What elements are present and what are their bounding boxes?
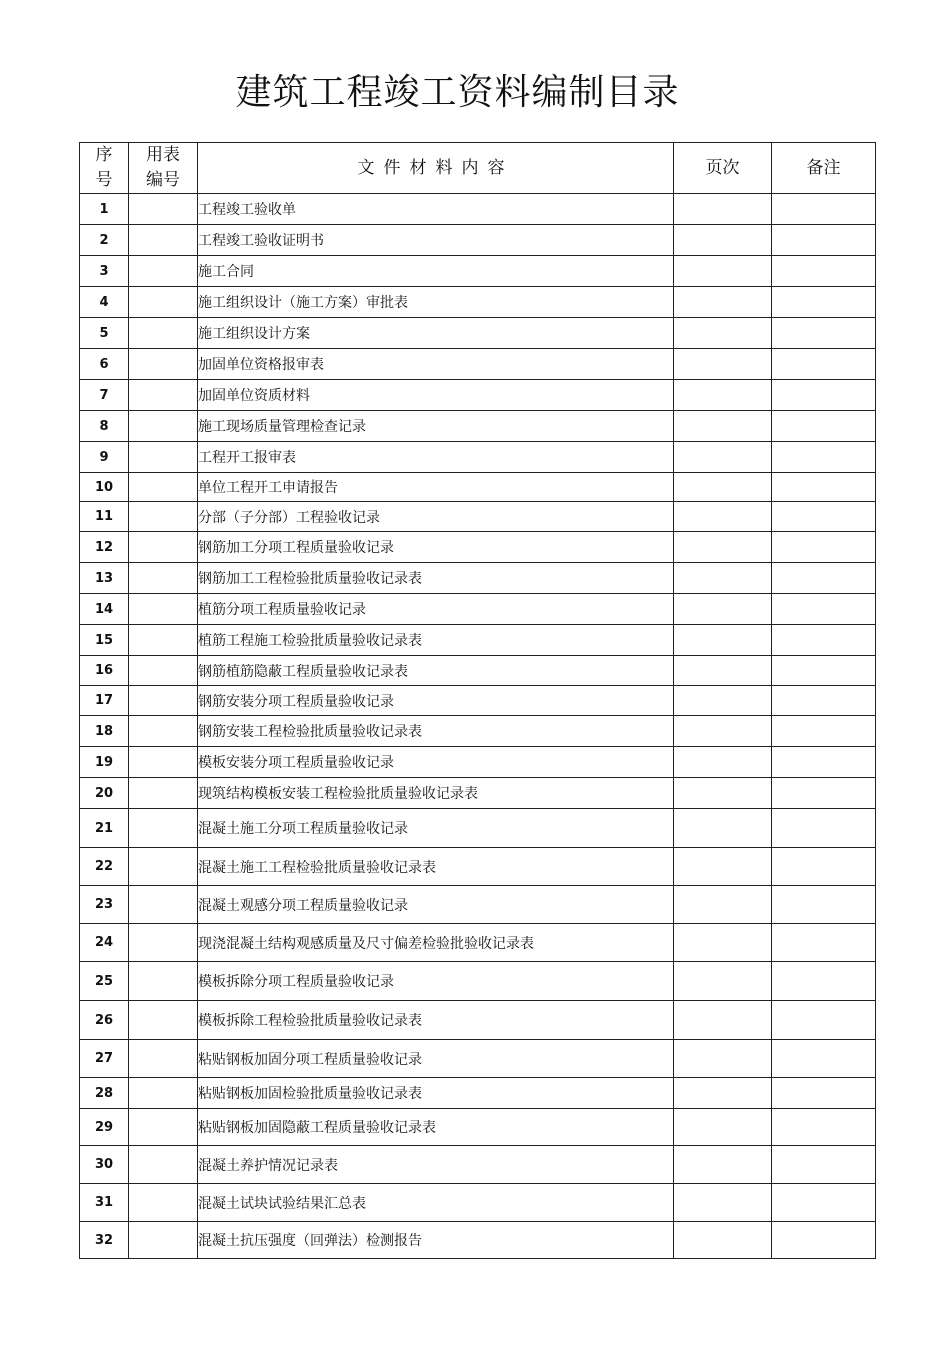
- row-content: 混凝土观感分项工程质量验收记录: [198, 886, 674, 924]
- page-cell: [674, 1109, 772, 1146]
- page-cell: [674, 962, 772, 1001]
- remark-cell: [772, 225, 876, 256]
- row-number: 11: [80, 502, 129, 532]
- form-number-cell: [129, 778, 198, 809]
- row-content: 钢筋安装分项工程质量验收记录: [198, 686, 674, 716]
- form-number-cell: [129, 380, 198, 411]
- form-number-cell: [129, 747, 198, 778]
- remark-cell: [772, 886, 876, 924]
- form-number-cell: [129, 1040, 198, 1078]
- form-number-cell: [129, 886, 198, 924]
- form-number-cell: [129, 1222, 198, 1259]
- page-cell: [674, 411, 772, 442]
- page-cell: [674, 716, 772, 747]
- page-cell: [674, 349, 772, 380]
- header-content: 文件材料内容: [198, 143, 674, 194]
- row-number: 1: [80, 194, 129, 225]
- remark-cell: [772, 349, 876, 380]
- form-number-cell: [129, 924, 198, 962]
- remark-cell: [772, 1184, 876, 1222]
- remark-cell: [772, 502, 876, 532]
- table-row: [80, 686, 876, 716]
- table-row: [80, 318, 876, 349]
- table-row: [80, 716, 876, 747]
- row-number: 8: [80, 411, 129, 442]
- table-row: [80, 625, 876, 656]
- page-cell: [674, 194, 772, 225]
- form-number-cell: [129, 502, 198, 532]
- table-row: [80, 1222, 876, 1259]
- form-number-cell: [129, 809, 198, 848]
- form-number-cell: [129, 1184, 198, 1222]
- form-number-cell: [129, 716, 198, 747]
- row-content: 粘贴钢板加固检验批质量验收记录表: [198, 1078, 674, 1109]
- row-number: 32: [80, 1222, 129, 1259]
- remark-cell: [772, 532, 876, 563]
- remark-cell: [772, 848, 876, 886]
- header-form-no: 用表编号: [129, 143, 198, 194]
- page-cell: [674, 1001, 772, 1040]
- row-content: 钢筋安装工程检验批质量验收记录表: [198, 716, 674, 747]
- row-number: 28: [80, 1078, 129, 1109]
- catalog-table: [79, 142, 876, 1259]
- remark-cell: [772, 924, 876, 962]
- row-content: 混凝土抗压强度（回弹法）检测报告: [198, 1222, 674, 1259]
- row-number: 22: [80, 848, 129, 886]
- page-cell: [674, 256, 772, 287]
- page-cell: [674, 848, 772, 886]
- row-number: 29: [80, 1109, 129, 1146]
- catalog-body: [80, 194, 876, 1259]
- remark-cell: [772, 594, 876, 625]
- table-row: [80, 287, 876, 318]
- page-cell: [674, 563, 772, 594]
- remark-cell: [772, 1001, 876, 1040]
- row-content: 施工组织设计方案: [198, 318, 674, 349]
- form-number-cell: [129, 1078, 198, 1109]
- page-cell: [674, 1222, 772, 1259]
- remark-cell: [772, 194, 876, 225]
- form-number-cell: [129, 318, 198, 349]
- table-row: [80, 256, 876, 287]
- page-cell: [674, 747, 772, 778]
- page-cell: [674, 809, 772, 848]
- row-number: 5: [80, 318, 129, 349]
- form-number-cell: [129, 473, 198, 502]
- row-number: 10: [80, 473, 129, 502]
- page-cell: [674, 656, 772, 686]
- table-row: [80, 502, 876, 532]
- table-row: [80, 349, 876, 380]
- page-cell: [674, 502, 772, 532]
- row-number: 20: [80, 778, 129, 809]
- page-cell: [674, 442, 772, 473]
- remark-cell: [772, 747, 876, 778]
- row-content: 钢筋加工分项工程质量验收记录: [198, 532, 674, 563]
- form-number-cell: [129, 1001, 198, 1040]
- row-content: 模板拆除工程检验批质量验收记录表: [198, 1001, 674, 1040]
- table-row: [80, 1001, 876, 1040]
- table-row: [80, 225, 876, 256]
- page-cell: [674, 924, 772, 962]
- remark-cell: [772, 809, 876, 848]
- row-content: 分部（子分部）工程验收记录: [198, 502, 674, 532]
- remark-cell: [772, 380, 876, 411]
- remark-cell: [772, 962, 876, 1001]
- row-content: 现浇混凝土结构观感质量及尺寸偏差检验批验收记录表: [198, 924, 674, 962]
- page-cell: [674, 1078, 772, 1109]
- remark-cell: [772, 563, 876, 594]
- row-content: 混凝土养护情况记录表: [198, 1146, 674, 1184]
- row-content: 工程竣工验收证明书: [198, 225, 674, 256]
- row-content: 混凝土施工工程检验批质量验收记录表: [198, 848, 674, 886]
- form-number-cell: [129, 594, 198, 625]
- row-content: 加固单位资质材料: [198, 380, 674, 411]
- page-cell: [674, 287, 772, 318]
- remark-cell: [772, 256, 876, 287]
- document-title: 建筑工程竣工资料编制目录: [235, 72, 680, 113]
- table-row: [80, 473, 876, 502]
- form-number-cell: [129, 532, 198, 563]
- form-number-cell: [129, 442, 198, 473]
- table-row: [80, 411, 876, 442]
- remark-cell: [772, 287, 876, 318]
- table-row: [80, 532, 876, 563]
- form-number-cell: [129, 625, 198, 656]
- row-number: 3: [80, 256, 129, 287]
- form-number-cell: [129, 194, 198, 225]
- remark-cell: [772, 656, 876, 686]
- remark-cell: [772, 778, 876, 809]
- row-content: 施工组织设计（施工方案）审批表: [198, 287, 674, 318]
- table-row: [80, 886, 876, 924]
- row-number: 6: [80, 349, 129, 380]
- row-content: 单位工程开工申请报告: [198, 473, 674, 502]
- page-cell: [674, 625, 772, 656]
- row-content: 模板安装分项工程质量验收记录: [198, 747, 674, 778]
- row-number: 18: [80, 716, 129, 747]
- table-row: [80, 962, 876, 1001]
- page-cell: [674, 473, 772, 502]
- form-number-cell: [129, 349, 198, 380]
- remark-cell: [772, 442, 876, 473]
- form-number-cell: [129, 1146, 198, 1184]
- row-number: 9: [80, 442, 129, 473]
- row-number: 16: [80, 656, 129, 686]
- remark-cell: [772, 1040, 876, 1078]
- table-row: [80, 809, 876, 848]
- page-cell: [674, 225, 772, 256]
- row-number: 25: [80, 962, 129, 1001]
- row-content: 施工合同: [198, 256, 674, 287]
- remark-cell: [772, 1146, 876, 1184]
- row-content: 混凝土试块试验结果汇总表: [198, 1184, 674, 1222]
- table-row: [80, 194, 876, 225]
- row-number: 13: [80, 563, 129, 594]
- row-number: 23: [80, 886, 129, 924]
- remark-cell: [772, 686, 876, 716]
- table-row: [80, 442, 876, 473]
- form-number-cell: [129, 563, 198, 594]
- row-number: 24: [80, 924, 129, 962]
- row-number: 26: [80, 1001, 129, 1040]
- page-cell: [674, 1146, 772, 1184]
- row-content: 混凝土施工分项工程质量验收记录: [198, 809, 674, 848]
- row-content: 钢筋加工工程检验批质量验收记录表: [198, 563, 674, 594]
- page-cell: [674, 886, 772, 924]
- table-row: [80, 594, 876, 625]
- form-number-cell: [129, 256, 198, 287]
- header-no: 序号: [80, 143, 129, 194]
- table-row: [80, 747, 876, 778]
- row-content: 现筑结构模板安装工程检验批质量验收记录表: [198, 778, 674, 809]
- table-row: [80, 563, 876, 594]
- page-cell: [674, 380, 772, 411]
- form-number-cell: [129, 686, 198, 716]
- row-content: 工程竣工验收单: [198, 194, 674, 225]
- form-number-cell: [129, 225, 198, 256]
- remark-cell: [772, 1222, 876, 1259]
- remark-cell: [772, 1109, 876, 1146]
- row-content: 粘贴钢板加固隐蔽工程质量验收记录表: [198, 1109, 674, 1146]
- remark-cell: [772, 411, 876, 442]
- row-number: 4: [80, 287, 129, 318]
- table-row: [80, 924, 876, 962]
- row-content: 加固单位资格报审表: [198, 349, 674, 380]
- row-number: 30: [80, 1146, 129, 1184]
- remark-cell: [772, 625, 876, 656]
- row-number: 12: [80, 532, 129, 563]
- remark-cell: [772, 473, 876, 502]
- form-number-cell: [129, 287, 198, 318]
- row-number: 27: [80, 1040, 129, 1078]
- row-number: 2: [80, 225, 129, 256]
- page-cell: [674, 532, 772, 563]
- table-row: [80, 778, 876, 809]
- remark-cell: [772, 318, 876, 349]
- table-row: [80, 1184, 876, 1222]
- table-row: [80, 1078, 876, 1109]
- row-number: 17: [80, 686, 129, 716]
- row-number: 21: [80, 809, 129, 848]
- row-number: 14: [80, 594, 129, 625]
- header-remark: 备注: [772, 143, 876, 194]
- page-cell: [674, 1040, 772, 1078]
- page-cell: [674, 778, 772, 809]
- page-cell: [674, 318, 772, 349]
- remark-cell: [772, 716, 876, 747]
- row-content: 工程开工报审表: [198, 442, 674, 473]
- table-row: [80, 380, 876, 411]
- table-row: [80, 1040, 876, 1078]
- row-number: 31: [80, 1184, 129, 1222]
- row-content: 植筋分项工程质量验收记录: [198, 594, 674, 625]
- form-number-cell: [129, 411, 198, 442]
- header-page: 页次: [674, 143, 772, 194]
- row-number: 7: [80, 380, 129, 411]
- remark-cell: [772, 1078, 876, 1109]
- table-row: [80, 1109, 876, 1146]
- form-number-cell: [129, 656, 198, 686]
- row-content: 植筋工程施工检验批质量验收记录表: [198, 625, 674, 656]
- table-row: [80, 656, 876, 686]
- row-content: 钢筋植筋隐蔽工程质量验收记录表: [198, 656, 674, 686]
- row-content: 粘贴钢板加固分项工程质量验收记录: [198, 1040, 674, 1078]
- form-number-cell: [129, 962, 198, 1001]
- page-cell: [674, 594, 772, 625]
- row-content: 施工现场质量管理检查记录: [198, 411, 674, 442]
- page-cell: [674, 1184, 772, 1222]
- row-content: 模板拆除分项工程质量验收记录: [198, 962, 674, 1001]
- form-number-cell: [129, 1109, 198, 1146]
- table-row: [80, 848, 876, 886]
- form-number-cell: [129, 848, 198, 886]
- row-number: 19: [80, 747, 129, 778]
- table-row: [80, 1146, 876, 1184]
- header-row: [80, 143, 876, 194]
- row-number: 15: [80, 625, 129, 656]
- page-cell: [674, 686, 772, 716]
